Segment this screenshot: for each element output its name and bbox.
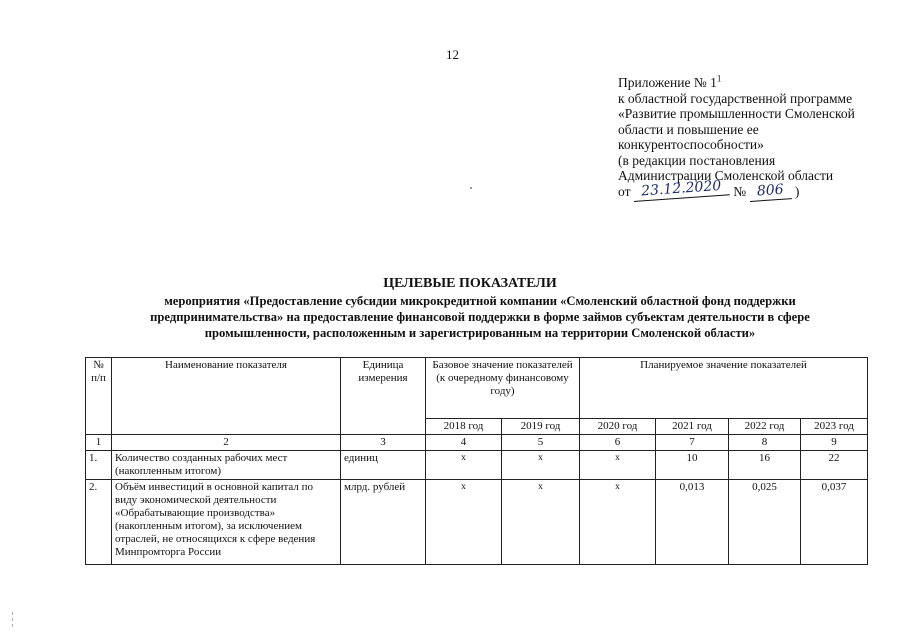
appendix-line: области и повышение ее [618,121,759,137]
column-number: 7 [656,435,729,451]
row-value: x [580,480,656,565]
row-unit: млрд. рублей [341,480,426,565]
appendix-line: конкурентоспособности» [618,137,764,152]
page-number: 12 [446,47,459,62]
header-num: № п/п [86,358,112,435]
handwritten-number: 806 [748,182,791,201]
column-number: 8 [729,435,801,451]
appendix-block [618,75,898,201]
year-cell: 2020 год [580,419,656,435]
subtitle-line: промышленности, расположенным и зарегистрированным на территории Смоленской области» [204,326,756,340]
row-value: 0,025 [729,480,801,565]
appendix-line: Администрации Смоленской области [618,168,834,183]
row-value: 0,037 [801,480,868,565]
subtitle-line: предпринимательства» на предоставление финансовой поддержки в форме займов субъектам деятельности в сфере [150,310,810,324]
row-num: 2. [86,480,112,565]
subtitle-line: мероприятия «Предоставление субсидии микрокредитной компании «Смоленский областной фонд поддержки [164,294,796,308]
appendix-line: (в редакции постановления [618,152,776,168]
row-num: 1. [86,451,112,480]
from-label: от [618,183,631,199]
table-column-numbers-row [86,435,868,451]
header-planned: Планируемое значение показателей [580,358,868,419]
column-number: 2 [112,435,341,451]
year-cell: 2018 год [426,419,502,435]
year-cell: 2022 год [729,419,801,435]
table-row [86,451,868,480]
number-label: № [733,183,747,199]
column-number: 6 [580,435,656,451]
appendix-title: Приложение № $1^1$ [618,73,722,90]
handwritten-date: 23.12.2020 [633,178,730,201]
row-value: 0,013 [656,480,729,565]
year-cell: 2019 год [502,419,580,435]
column-number: 9 [801,435,868,451]
column-number: 5 [502,435,580,451]
decree-date-number [618,177,898,202]
header-name: Наименование показателя [112,358,341,435]
table-row [86,480,868,565]
year-cell: 2021 год [656,419,729,435]
table-header-row [86,358,868,419]
scan-margin-marks [12,612,15,630]
row-value: x [426,451,502,480]
scan-speck [470,187,472,189]
row-unit: единиц [341,451,426,480]
indicators-table [85,357,868,565]
row-value: x [502,451,580,480]
document-title: ЦЕЛЕВЫЕ ПОКАЗАТЕЛИ [383,276,557,291]
column-number: 3 [341,435,426,451]
row-value: 22 [801,451,868,480]
document-subtitle [95,293,865,341]
row-value: x [580,451,656,480]
row-value: x [502,480,580,565]
row-value: 16 [729,451,801,480]
row-name: Объём инвестиций в основной капитал по виду экономической деятельности «Обрабатывающие производства» (накопленным итогом), за исключением отраслей, не относящихся к сфере ведения Минпромторга России [112,480,341,565]
header-unit: Единица измерения [341,358,426,435]
appendix-line: к областной государственной программе [618,90,853,106]
row-name: Количество созданных рабочих мест (накопленным итогом) [112,451,341,480]
close-paren: ) [794,183,800,199]
year-cell: 2023 год [801,419,868,435]
row-value: x [426,480,502,565]
row-value: 10 [656,451,729,480]
column-number: 4 [426,435,502,451]
column-number: 1 [86,435,112,451]
appendix-line: «Развитие промышленности Смоленской [618,106,855,121]
header-base: Базовое значение показателей (к очередному финансовому году) [426,358,580,419]
